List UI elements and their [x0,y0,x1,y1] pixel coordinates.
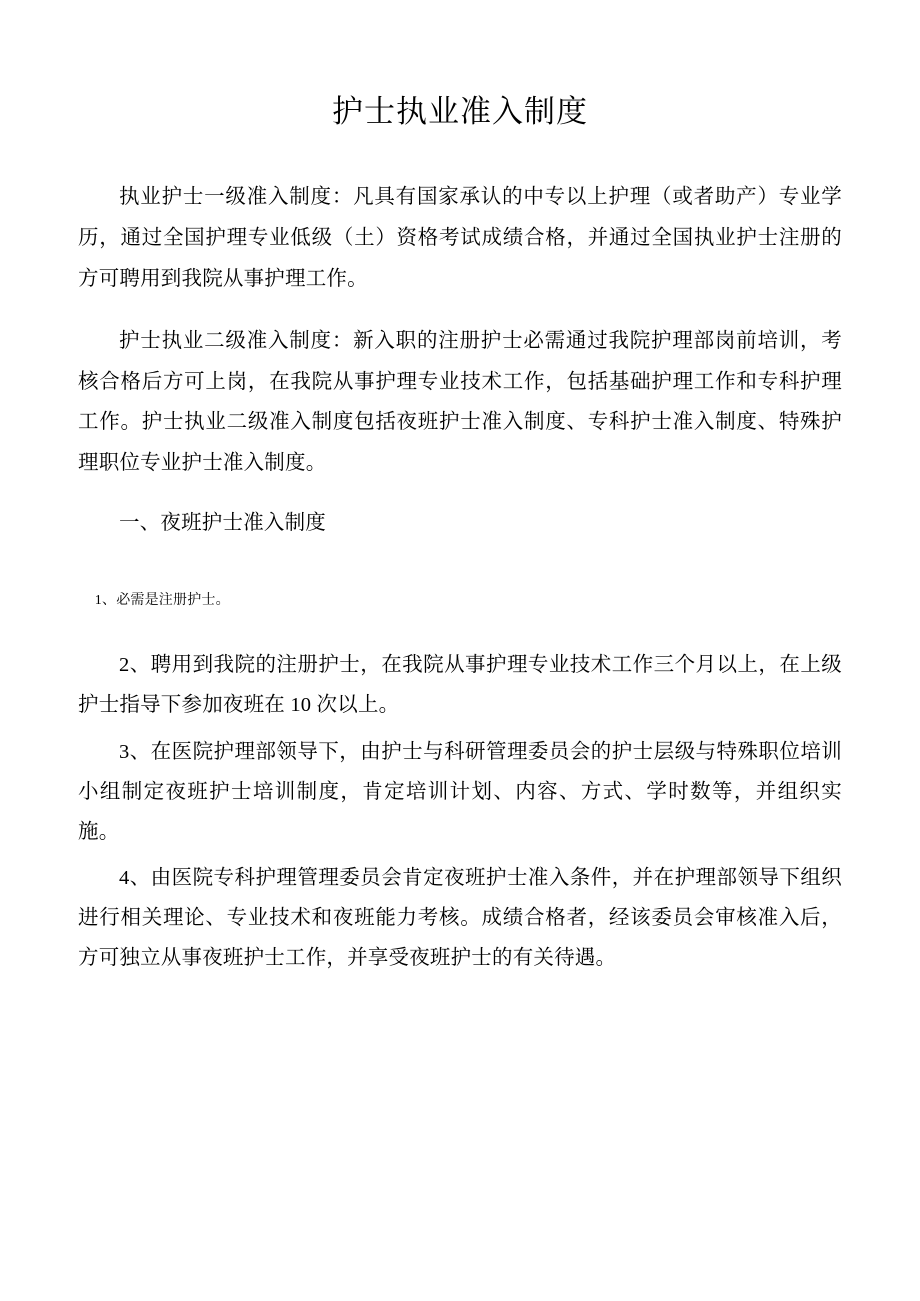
document-body [78,177,842,978]
list-item-3: 3、在医院护理部领导下，由护士与科研管理委员会的护士层级与特殊职位培训小组制定夜班护士培训制度，肯定培训计划、内容、方式、学时数等，并组织实施。 [78,740,842,843]
spacer [78,627,842,645]
spacer [78,570,842,588]
paragraph-level-one-policy: 执业护士一级准入制度：凡具有国家承认的中专以上护理（或者助产）专业学历，通过全国护理专业低级（土）资格考试成绩合格，并通过全国执业护士注册的方可聘用到我院从事护理工作。 [78,186,842,290]
list-item-2: 2、聘用到我院的注册护士，在我院从事护理专业技术工作三个月以上，在上级护士指导下参加夜班在 10 次以上。 [78,654,842,717]
page-title: 护士执业准入制度 [332,94,588,129]
list-item-4: 4、由医院专科护理管理委员会肯定夜班护士准入条件，并在护理部领导下组织进行相关理论、专业技术和夜班能力考核。成绩合格者，经该委员会审核准入后，方可独立从事夜班护士工作，并享受夜班护士的有关待遇。 [78,867,842,970]
paragraph-level-two-policy: 护士执业二级准入制度：新入职的注册护士必需通过我院护理部岗前培训，考核合格后方可上岗，在我院从事护理专业技术工作，包括基础护理工作和专科护理工作。护士执业二级准入制度包括夜班护士准入制度、专科护士准入制度、特殊护理职位专业护士准入制度。 [78,330,842,474]
section-heading-night-shift: 一、夜班护士准入制度 [119,512,326,535]
list-item-1: 1、必需是注册护士。 [94,593,230,609]
